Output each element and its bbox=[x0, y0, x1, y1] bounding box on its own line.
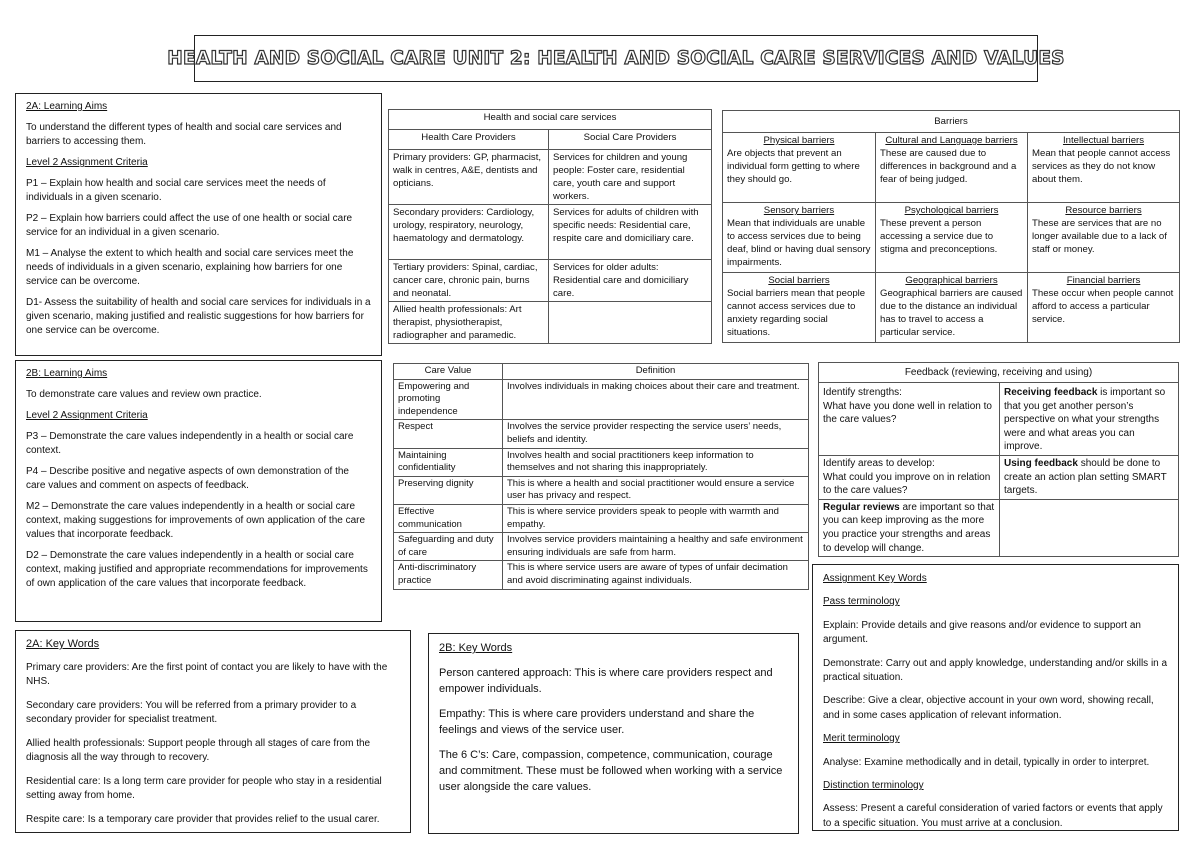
table-cell: Primary providers: GP, pharmacist, walk in centres, A&E, dentists and opticians. bbox=[389, 150, 549, 205]
criteria-heading-2b: Level 2 Assignment Criteria bbox=[26, 410, 148, 421]
criterion-p2: P2 – Explain how barriers could affect the use of one health or social care service for an individual in a given scenario. bbox=[26, 213, 353, 238]
table-row bbox=[819, 455, 1179, 499]
assignment-heading: Assignment Key Words bbox=[823, 573, 927, 584]
barrier-text: Mean that people cannot access services as they do not know about them. bbox=[1032, 148, 1171, 185]
services-col-social: Social Care Providers bbox=[549, 130, 712, 150]
table-cell: Services for children and young people: Foster care, residential care, youth care and support workers. bbox=[549, 150, 712, 205]
table-cell bbox=[1028, 133, 1180, 203]
feedback-reviews-bold: Regular reviews bbox=[823, 501, 900, 513]
barrier-name: Geographical barriers bbox=[905, 275, 998, 286]
keyword-residential-care: Residential care: Is a long term care provider for people who stay in a residential setting away from home. bbox=[26, 775, 382, 801]
term-demonstrate: Demonstrate: Carry out and apply knowledge, understanding and/or skills in a practical situation. bbox=[823, 657, 1168, 684]
feedback-table bbox=[818, 362, 1179, 557]
table-cell: Involves individuals in making choices about their care and treatment. bbox=[503, 379, 809, 420]
services-table-title: Health and social care services bbox=[389, 110, 712, 130]
title-box bbox=[167, 35, 1065, 82]
criterion-m2: M2 – Demonstrate the care values independently in a health or social care context, making suggestions for improvements of own application of the care values that incorporate feedback. bbox=[26, 501, 366, 540]
table-cell: Empowering and promoting independence bbox=[394, 379, 503, 420]
table-row bbox=[819, 383, 1179, 456]
table-cell bbox=[876, 133, 1028, 203]
feedback-strengths-label: Identify strengths: bbox=[823, 387, 902, 398]
criterion-d1: D1- Assess the suitability of health and social care services for individuals in a given scenario, making justified and realistic suggestions for how barriers for one service can be overcome. bbox=[26, 297, 371, 336]
distinction-terminology: Distinction terminology bbox=[823, 780, 924, 792]
barrier-name: Physical barriers bbox=[763, 135, 835, 146]
barrier-name: Social barriers bbox=[768, 275, 830, 286]
learning-aims-2b-heading: 2B: Learning Aims bbox=[26, 368, 108, 379]
key-words-2b bbox=[428, 633, 799, 834]
barrier-name: Sensory barriers bbox=[763, 205, 835, 216]
term-explain: Explain: Provide details and give reasons and/or evidence to support an argument. bbox=[823, 619, 1141, 646]
table-row bbox=[723, 133, 1180, 203]
keyword-respite-care: Respite care: Is a temporary care provider that provides relief to the usual carer. bbox=[26, 813, 380, 825]
key-words-2b-heading: 2B: Key Words bbox=[439, 642, 513, 654]
term-analyse: Analyse: Examine methodically and in detail, typically in order to interpret. bbox=[823, 756, 1150, 768]
feedback-using-bold: Using feedback bbox=[1004, 457, 1078, 469]
page-title: HEALTH AND SOCIAL CARE UNIT 2: HEALTH AND SOCIAL CARE SERVICES AND VALUES bbox=[167, 48, 1065, 69]
barrier-text: These occur when people cannot afford to access a particular service. bbox=[1032, 288, 1174, 325]
feedback-develop-label: Identify areas to develop: bbox=[823, 457, 935, 469]
table-cell bbox=[1000, 455, 1179, 499]
key-words-2a bbox=[15, 630, 411, 833]
criterion-p3: P3 – Demonstrate the care values independently in a health or social care context. bbox=[26, 431, 354, 456]
pass-terminology: Pass terminology bbox=[823, 596, 900, 608]
barriers-table bbox=[722, 110, 1180, 343]
barrier-name: Financial barriers bbox=[1066, 275, 1141, 286]
table-row bbox=[394, 504, 809, 532]
table-cell: Involves the service provider respecting the service users’ needs, beliefs and identity. bbox=[503, 420, 809, 448]
criterion-p1: P1 – Explain how health and social care services meet the needs of individuals in a given scenario. bbox=[26, 178, 326, 203]
table-cell: Respect bbox=[394, 420, 503, 448]
table-row bbox=[819, 499, 1179, 556]
table-cell bbox=[1028, 273, 1180, 343]
feedback-receiving-text: is important so that you get another person’s perspective on what your strengths were and what areas you can improve. bbox=[1004, 387, 1166, 453]
criterion-d2: D2 – Demonstrate the care values independently in a health or social care context, making justified and appropriate recommendations for improvements of own application of the care values that incorporate feedback. bbox=[26, 550, 368, 589]
table-row bbox=[723, 203, 1180, 273]
table-row bbox=[394, 420, 809, 448]
term-assess: Assess: Present a careful consideration of varied factors or events that apply to a specific situation. You must arrive at a conclusion. bbox=[823, 803, 1163, 829]
table-row bbox=[394, 379, 809, 420]
table-cell: Maintaining confidentiality bbox=[394, 448, 503, 476]
table-cell: This is where service users are aware of types of unfair decimation and avoid discriminating against individuals. bbox=[503, 561, 809, 589]
table-cell bbox=[723, 133, 876, 203]
care-values-col-value: Care Value bbox=[394, 364, 503, 380]
table-cell: This is where service providers speak to people with warmth and empathy. bbox=[503, 504, 809, 532]
table-cell bbox=[819, 383, 1000, 456]
criteria-heading-2a: Level 2 Assignment Criteria bbox=[26, 157, 148, 168]
services-table bbox=[388, 109, 712, 344]
learning-aims-2a bbox=[15, 93, 382, 356]
feedback-reviews-text: are important so that you can keep improving as the more you practice your strengths and areas to develop will change. bbox=[823, 501, 995, 554]
keyword-primary-care: Primary care providers: Are the first point of contact you are likely to have with the NHS. bbox=[26, 661, 388, 687]
table-row bbox=[723, 273, 1180, 343]
table-cell bbox=[876, 203, 1028, 273]
table-cell: Anti-discriminatory practice bbox=[394, 561, 503, 589]
criterion-p4: P4 – Describe positive and negative aspects of own demonstration of the care values and comment on aspects of feedback. bbox=[26, 466, 349, 491]
table-cell: Tertiary providers: Spinal, cardiac, cancer care, chronic pain, burns and neonatal. bbox=[389, 260, 549, 302]
table-cell bbox=[723, 203, 876, 273]
table-cell: Services for older adults: Residential care and domiciliary care. bbox=[549, 260, 712, 302]
barrier-text: These are caused due to differences in background and a fear of being judged. bbox=[880, 148, 1017, 185]
table-cell bbox=[1028, 203, 1180, 273]
table-row bbox=[394, 476, 809, 504]
table-cell bbox=[1000, 383, 1179, 456]
table-cell: Preserving dignity bbox=[394, 476, 503, 504]
services-col-health: Health Care Providers bbox=[389, 130, 549, 150]
table-cell: Secondary providers: Cardiology, urology, respiratory, neurology, haematology and dermatology. bbox=[389, 205, 549, 260]
table-cell: This is where a health and social practitioner would ensure a service user has privacy and respect. bbox=[503, 476, 809, 504]
table-cell: Allied health professionals: Art therapist, physiotherapist, radiographer and paramedic. bbox=[389, 302, 549, 344]
barrier-text: These are services that are no longer available due to a lack of staff or money. bbox=[1032, 218, 1167, 255]
merit-terminology: Merit terminology bbox=[823, 733, 900, 745]
learning-aims-2a-heading: 2A: Learning Aims bbox=[26, 101, 108, 112]
learning-aims-2b-intro: To demonstrate care values and review own practice. bbox=[26, 389, 262, 400]
feedback-develop-question: What could you improve on in relation to the care values? bbox=[823, 471, 991, 497]
keyword-secondary-care: Secondary care providers: You will be referred from a primary provider to a secondary provider for specialist treatment. bbox=[26, 699, 357, 725]
barrier-text: Geographical barriers are caused due to the distance an individual has to travel to access a particular service. bbox=[880, 288, 1023, 338]
table-cell bbox=[819, 499, 1000, 556]
barrier-text: Social barriers mean that people cannot access services due to anxiety regarding social situations. bbox=[727, 288, 866, 338]
table-cell: Services for adults of children with specific needs: Residential care, respite care and domiciliary care. bbox=[549, 205, 712, 260]
care-values-table bbox=[393, 363, 809, 590]
keyword-empathy: Empathy: This is where care providers understand and share the feelings and views of the service user. bbox=[439, 708, 755, 736]
table-row bbox=[389, 260, 712, 302]
table-row bbox=[394, 533, 809, 561]
barrier-name: Resource barriers bbox=[1065, 205, 1142, 216]
barrier-name: Intellectual barriers bbox=[1062, 135, 1145, 146]
table-row bbox=[394, 561, 809, 589]
feedback-strengths-question: What have you done well in relation to the care values? bbox=[823, 400, 992, 426]
table-cell: Involves service providers maintaining a healthy and safe environment ensuring individuals are safe from harm. bbox=[503, 533, 809, 561]
table-cell bbox=[819, 455, 1000, 499]
table-row bbox=[389, 302, 712, 344]
feedback-using-text: should be done to create an action plan setting SMART targets. bbox=[1004, 457, 1167, 497]
table-cell: Safeguarding and duty of care bbox=[394, 533, 503, 561]
barrier-text: Mean that individuals are unable to access services due to being deaf, blind or having dual sensory impairments. bbox=[727, 218, 871, 268]
care-values-col-definition: Definition bbox=[503, 364, 809, 380]
criterion-m1: M1 – Analyse the extent to which health and social care services meet the needs of individuals in a given scenario, explaining how barriers for one service can be overcome. bbox=[26, 248, 354, 287]
barrier-text: Are objects that prevent an individual form getting to where they should go. bbox=[727, 148, 860, 185]
table-cell bbox=[549, 302, 712, 344]
keyword-allied-health: Allied health professionals: Support people through all stages of care from the diagnosis all the way through to recovery. bbox=[26, 737, 371, 763]
table-cell bbox=[723, 273, 876, 343]
barriers-table-title: Barriers bbox=[723, 111, 1180, 133]
learning-aims-2b bbox=[15, 360, 382, 622]
keyword-person-centred: Person cantered approach: This is where care providers respect and empower individuals. bbox=[439, 667, 773, 695]
barrier-name: Cultural and Language barriers bbox=[885, 135, 1018, 146]
feedback-receiving-bold: Receiving feedback bbox=[1004, 387, 1098, 398]
key-words-2a-heading: 2A: Key Words bbox=[26, 638, 100, 650]
term-describe: Describe: Give a clear, objective account in your own word, showing recall, and in some cases application of relevant information. bbox=[823, 695, 1154, 721]
barrier-text: These prevent a person accessing a service due to stigma and preconceptions. bbox=[880, 218, 998, 255]
table-row bbox=[394, 448, 809, 476]
barrier-name: Psychological barriers bbox=[904, 205, 999, 216]
table-cell bbox=[876, 273, 1028, 343]
table-row bbox=[389, 205, 712, 260]
feedback-table-title: Feedback (reviewing, receiving and using) bbox=[819, 363, 1179, 383]
table-row bbox=[389, 150, 712, 205]
table-cell bbox=[1000, 499, 1179, 556]
assignment-key-words bbox=[812, 564, 1179, 831]
keyword-6cs: The 6 C’s: Care, compassion, competence, communication, courage and commitment. These must be followed when working with a service user alongside the care values. bbox=[439, 749, 783, 793]
table-cell: Effective communication bbox=[394, 504, 503, 532]
table-cell: Involves health and social practitioners keep information to themselves and not sharing this inappropriately. bbox=[503, 448, 809, 476]
learning-aims-2a-intro: To understand the different types of health and social care services and barriers to accessing them. bbox=[26, 122, 342, 147]
